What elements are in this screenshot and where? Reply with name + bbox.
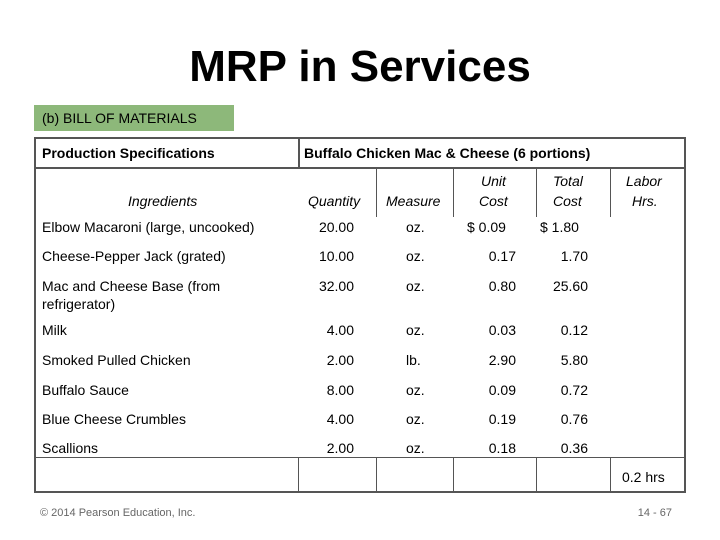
col-measure: Measure xyxy=(386,193,441,209)
measure-value: oz. xyxy=(406,278,425,294)
quantity-value: 32.00 xyxy=(318,278,354,294)
ingredient-name: Mac and Cheese Base (from xyxy=(42,278,221,294)
slide-title: MRP in Services xyxy=(189,42,531,91)
footer-col-divider-4 xyxy=(536,457,537,493)
header-divider xyxy=(36,167,684,169)
total-cost-value: $ 1.80 xyxy=(540,219,579,235)
product-header: Buffalo Chicken Mac & Cheese (6 portions) xyxy=(304,145,591,161)
total-cost-value: 0.72 xyxy=(560,382,588,398)
total-cost-value: 5.80 xyxy=(560,352,588,368)
col-labor-1: Labor xyxy=(626,173,662,189)
col-labor-2: Hrs. xyxy=(632,193,658,209)
col-total-cost-1: Total xyxy=(553,173,583,189)
colhdr-divider-1 xyxy=(376,167,377,217)
measure-value: oz. xyxy=(406,219,425,235)
ingredient-name: Milk xyxy=(42,322,67,338)
footer-col-divider-3 xyxy=(453,457,454,493)
measure-value: oz. xyxy=(406,411,425,427)
measure-value: oz. xyxy=(406,440,425,456)
footer-col-divider-5 xyxy=(610,457,611,493)
quantity-value: 4.00 xyxy=(326,411,354,427)
copyright-notice: © 2014 Pearson Education, Inc. xyxy=(40,507,196,519)
labor-hours-total: 0.2 hrs xyxy=(622,469,665,485)
unit-cost-value: 2.90 xyxy=(488,352,516,368)
unit-cost-value: 0.19 xyxy=(488,411,516,427)
col-quantity: Quantity xyxy=(308,193,361,209)
section-label: (b) BILL OF MATERIALS xyxy=(34,105,234,131)
measure-value: lb. xyxy=(406,352,421,368)
quantity-value: 10.00 xyxy=(318,248,354,264)
unit-cost-value: 0.18 xyxy=(488,440,516,456)
colhdr-divider-2 xyxy=(453,167,454,217)
unit-cost-value: $ 0.09 xyxy=(467,219,506,235)
unit-cost-value: 0.80 xyxy=(488,278,516,294)
ingredient-name: Buffalo Sauce xyxy=(42,382,129,398)
measure-value: oz. xyxy=(406,248,425,264)
col-unit-cost-1: Unit xyxy=(481,173,506,189)
ingredient-name-line2: refrigerator) xyxy=(42,296,116,312)
colhdr-divider-4 xyxy=(610,167,611,217)
ingredient-name: Smoked Pulled Chicken xyxy=(42,352,191,368)
measure-value: oz. xyxy=(406,322,425,338)
quantity-value: 4.00 xyxy=(326,322,354,338)
quantity-value: 2.00 xyxy=(326,440,354,456)
unit-cost-value: 0.03 xyxy=(488,322,516,338)
measure-value: oz. xyxy=(406,382,425,398)
footer-col-divider-2 xyxy=(376,457,377,493)
footer-divider-top xyxy=(36,457,684,458)
footer-col-divider-1 xyxy=(298,457,299,493)
quantity-value: 8.00 xyxy=(326,382,354,398)
col-total-cost-2: Cost xyxy=(553,193,582,209)
total-cost-value: 0.76 xyxy=(560,411,588,427)
quantity-value: 20.00 xyxy=(318,219,354,235)
total-cost-value: 0.12 xyxy=(560,322,588,338)
page-number: 14 - 67 xyxy=(637,507,672,519)
ingredient-name: Cheese-Pepper Jack (grated) xyxy=(42,248,226,264)
colhdr-divider-3 xyxy=(536,167,537,217)
ingredient-name: Scallions xyxy=(42,440,99,456)
total-cost-value: 25.60 xyxy=(552,278,588,294)
ingredient-name: Elbow Macaroni (large, uncooked) xyxy=(42,219,255,235)
total-cost-value: 0.36 xyxy=(560,440,588,456)
col-ingredients: Ingredients xyxy=(128,193,198,209)
bom-table xyxy=(34,137,686,493)
total-cost-value: 1.70 xyxy=(560,248,588,264)
col-unit-cost-2: Cost xyxy=(479,193,508,209)
production-specs-header: Production Specifications xyxy=(42,145,215,161)
unit-cost-value: 0.17 xyxy=(488,248,516,264)
unit-cost-value: 0.09 xyxy=(488,382,516,398)
ingredient-name: Blue Cheese Crumbles xyxy=(42,411,186,427)
quantity-value: 2.00 xyxy=(326,352,354,368)
header-col-divider xyxy=(298,139,300,167)
